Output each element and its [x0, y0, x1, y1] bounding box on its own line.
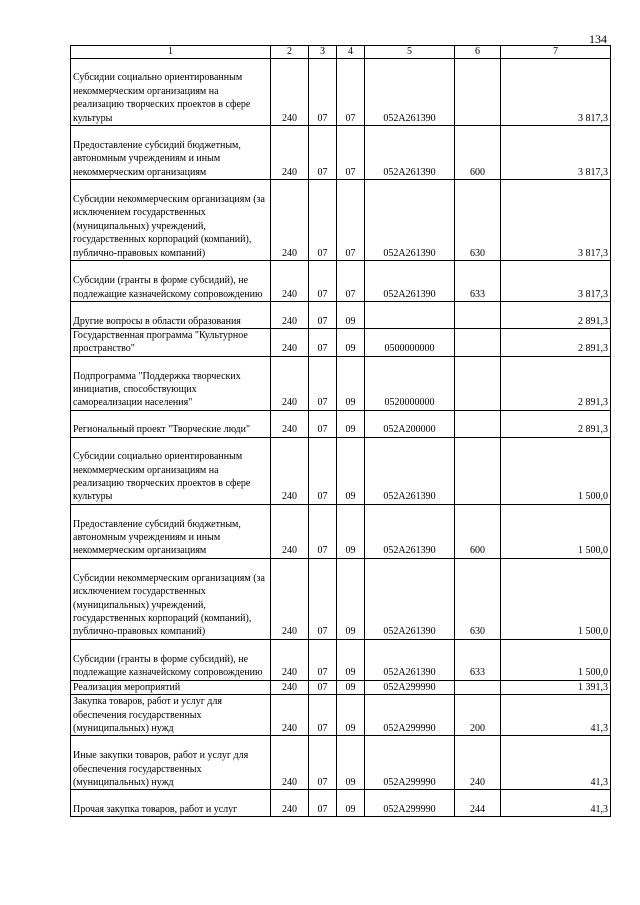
row-description: Другие вопросы в области образования: [71, 302, 271, 329]
amount-value: 2 891,3: [501, 356, 611, 410]
expense-type-code: 200: [455, 695, 501, 736]
target-article-code: 052А200000: [365, 410, 455, 437]
ministry-code: 240: [271, 329, 309, 357]
column-header: 3: [309, 46, 337, 59]
table-row: [71, 680, 611, 694]
amount-value: 2 891,3: [501, 302, 611, 329]
target-article-code: 052А299990: [365, 695, 455, 736]
amount-value: 3 817,3: [501, 261, 611, 302]
subsection-code: 07: [337, 126, 365, 180]
row-description: Субсидии (гранты в форме субсидий), не подлежащие казначейскому сопровождению: [71, 261, 271, 302]
column-header: 4: [337, 46, 365, 59]
target-article-code: 052А261390: [365, 558, 455, 639]
section-code: 07: [309, 437, 337, 504]
column-header: 1: [71, 46, 271, 59]
target-article-code: [365, 302, 455, 329]
ministry-code: 240: [271, 59, 309, 126]
ministry-code: 240: [271, 558, 309, 639]
row-description: Подпрограмма "Поддержка творческих инициатив, способствующих самореализации населения": [71, 356, 271, 410]
amount-value: 41,3: [501, 790, 611, 817]
amount-value: 3 817,3: [501, 59, 611, 126]
ministry-code: 240: [271, 736, 309, 790]
expense-type-code: [455, 329, 501, 357]
subsection-code: 09: [337, 329, 365, 357]
expense-type-code: [455, 410, 501, 437]
table-row: [71, 261, 611, 302]
section-code: 07: [309, 356, 337, 410]
amount-value: 41,3: [501, 695, 611, 736]
row-description: Закупка товаров, работ и услуг для обеспечения государственных (муниципальных) нужд: [71, 695, 271, 736]
ministry-code: 240: [271, 695, 309, 736]
amount-value: 1 500,0: [501, 639, 611, 680]
amount-value: 3 817,3: [501, 126, 611, 180]
subsection-code: 07: [337, 180, 365, 261]
amount-value: 2 891,3: [501, 329, 611, 357]
row-description: Субсидии некоммерческим организациям (за исключением государственных (муниципальных) учреждений, государственных корпораций (компаний), публично-правовых компаний): [71, 558, 271, 639]
subsection-code: 07: [337, 59, 365, 126]
table-row: [71, 504, 611, 558]
expense-type-code: [455, 302, 501, 329]
column-header: 2: [271, 46, 309, 59]
table-row: [71, 558, 611, 639]
target-article-code: 052А261390: [365, 639, 455, 680]
subsection-code: 09: [337, 558, 365, 639]
table-row: [71, 410, 611, 437]
table-row: [71, 736, 611, 790]
expense-type-code: [455, 680, 501, 694]
section-code: 07: [309, 329, 337, 357]
amount-value: 1 391,3: [501, 680, 611, 694]
amount-value: 41,3: [501, 736, 611, 790]
ministry-code: 240: [271, 180, 309, 261]
subsection-code: 09: [337, 639, 365, 680]
subsection-code: 09: [337, 680, 365, 694]
table-row: [71, 126, 611, 180]
table-row: [71, 59, 611, 126]
amount-value: 1 500,0: [501, 437, 611, 504]
table-row: [71, 639, 611, 680]
amount-value: 2 891,3: [501, 410, 611, 437]
ministry-code: 240: [271, 356, 309, 410]
subsection-code: 09: [337, 437, 365, 504]
table-row: [71, 302, 611, 329]
ministry-code: 240: [271, 437, 309, 504]
ministry-code: 240: [271, 126, 309, 180]
expense-type-code: 633: [455, 261, 501, 302]
target-article-code: 0520000000: [365, 356, 455, 410]
section-code: 07: [309, 736, 337, 790]
column-header: 5: [365, 46, 455, 59]
subsection-code: 09: [337, 790, 365, 817]
ministry-code: 240: [271, 410, 309, 437]
target-article-code: 052А261390: [365, 504, 455, 558]
table-row: [71, 180, 611, 261]
ministry-code: 240: [271, 680, 309, 694]
subsection-code: 09: [337, 504, 365, 558]
table-header-row: [71, 46, 611, 59]
section-code: 07: [309, 558, 337, 639]
section-code: 07: [309, 695, 337, 736]
target-article-code: 052А261390: [365, 126, 455, 180]
section-code: 07: [309, 59, 337, 126]
expense-type-code: 240: [455, 736, 501, 790]
section-code: 07: [309, 504, 337, 558]
section-code: 07: [309, 639, 337, 680]
expense-type-code: 600: [455, 504, 501, 558]
row-description: Субсидии социально ориентированным некоммерческим организациям на реализацию творческих проектов в сфере культуры: [71, 59, 271, 126]
target-article-code: 052А261390: [365, 59, 455, 126]
target-article-code: 052А299990: [365, 680, 455, 694]
row-description: Субсидии социально ориентированным некоммерческим организациям на реализацию творческих проектов в сфере культуры: [71, 437, 271, 504]
row-description: Предоставление субсидий бюджетным, автономным учреждениям и иным некоммерческим организациям: [71, 126, 271, 180]
subsection-code: 09: [337, 302, 365, 329]
section-code: 07: [309, 680, 337, 694]
table-row: [71, 790, 611, 817]
amount-value: 3 817,3: [501, 180, 611, 261]
column-header: 6: [455, 46, 501, 59]
page-number: 134: [589, 32, 607, 46]
row-description: Прочая закупка товаров, работ и услуг: [71, 790, 271, 817]
section-code: 07: [309, 410, 337, 437]
target-article-code: 052А299990: [365, 736, 455, 790]
table-row: [71, 437, 611, 504]
amount-value: 1 500,0: [501, 504, 611, 558]
section-code: 07: [309, 180, 337, 261]
row-description: Предоставление субсидий бюджетным, автономным учреждениям и иным некоммерческим организациям: [71, 504, 271, 558]
ministry-code: 240: [271, 302, 309, 329]
section-code: 07: [309, 302, 337, 329]
ministry-code: 240: [271, 261, 309, 302]
row-description: Субсидии (гранты в форме субсидий), не подлежащие казначейскому сопровождению: [71, 639, 271, 680]
target-article-code: 052А261390: [365, 261, 455, 302]
expense-type-code: 630: [455, 558, 501, 639]
ministry-code: 240: [271, 504, 309, 558]
subsection-code: 09: [337, 356, 365, 410]
row-description: Субсидии некоммерческим организациям (за исключением государственных (муниципальных) учреждений, государственных корпораций (компаний), публично-правовых компаний): [71, 180, 271, 261]
ministry-code: 240: [271, 790, 309, 817]
section-code: 07: [309, 790, 337, 817]
expense-type-code: 633: [455, 639, 501, 680]
amount-value: 1 500,0: [501, 558, 611, 639]
target-article-code: 052А261390: [365, 180, 455, 261]
budget-table: [70, 45, 611, 817]
expense-type-code: [455, 59, 501, 126]
section-code: 07: [309, 261, 337, 302]
table-row: [71, 329, 611, 357]
row-description: Реализация мероприятий: [71, 680, 271, 694]
target-article-code: 0500000000: [365, 329, 455, 357]
expense-type-code: [455, 356, 501, 410]
row-description: Региональный проект "Творческие люди": [71, 410, 271, 437]
target-article-code: 052А299990: [365, 790, 455, 817]
row-description: Иные закупки товаров, работ и услуг для обеспечения государственных (муниципальных) нужд: [71, 736, 271, 790]
subsection-code: 09: [337, 410, 365, 437]
section-code: 07: [309, 126, 337, 180]
subsection-code: 09: [337, 695, 365, 736]
expense-type-code: 244: [455, 790, 501, 817]
column-header: 7: [501, 46, 611, 59]
ministry-code: 240: [271, 639, 309, 680]
table-row: [71, 356, 611, 410]
table-row: [71, 695, 611, 736]
expense-type-code: [455, 437, 501, 504]
subsection-code: 09: [337, 736, 365, 790]
target-article-code: 052А261390: [365, 437, 455, 504]
expense-type-code: 600: [455, 126, 501, 180]
subsection-code: 07: [337, 261, 365, 302]
row-description: Государственная программа "Культурное пространство": [71, 329, 271, 357]
expense-type-code: 630: [455, 180, 501, 261]
